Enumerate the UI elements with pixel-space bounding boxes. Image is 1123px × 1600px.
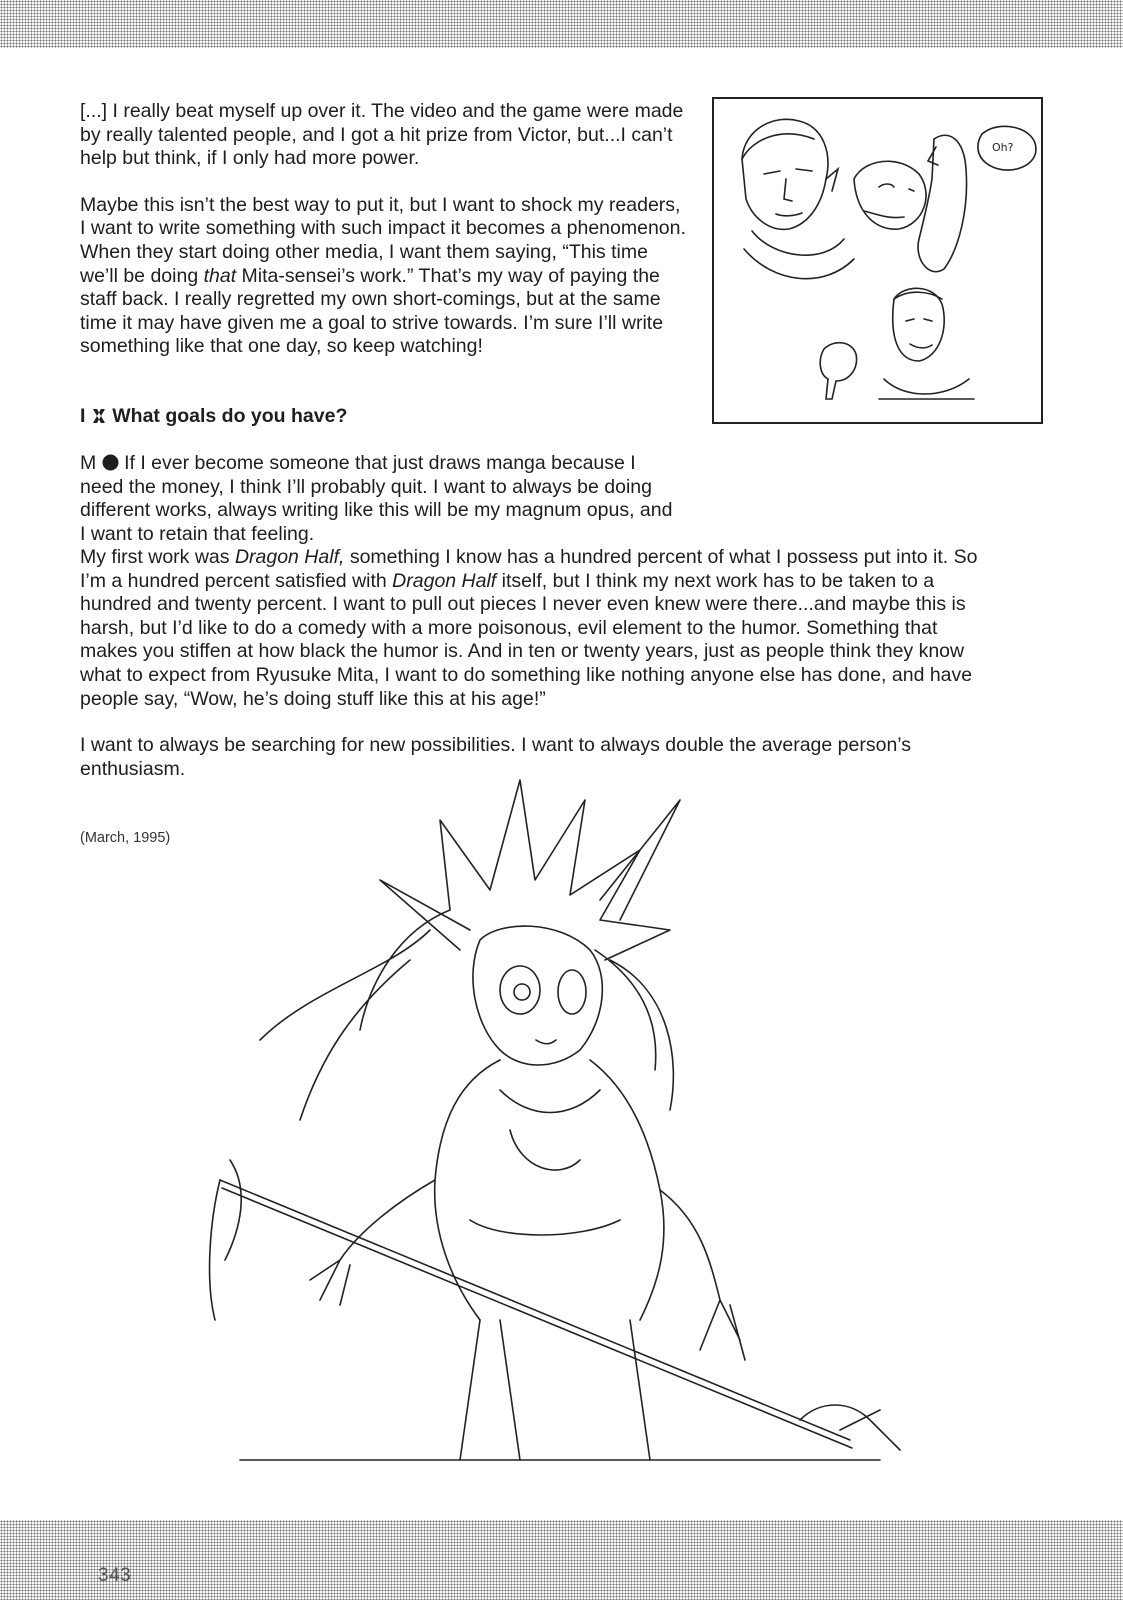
character-sketch-panel bbox=[712, 97, 1043, 424]
answer-paragraphs bbox=[80, 546, 1000, 781]
answer-paragraph-2: My first work was Dragon Half, something I know has a hundred percent of what I possess put into it. So I’m a hundred percent satisfied with Dragon Half itself, but I think my next work has to be taken to a hundred and twenty percent. I want to pull out pieces I never even knew were there...and maybe this is harsh, but I’d like to do a comedy with a more poisonous, evil element to the humor. Something that makes you stiffen at how black the humor is. And in ten or twenty years, just as people think they know what to expect from Ryusuke Mita, I want to do something like nothing anyone else has done, and have people say, “Wow, he’s doing stuff like this at his age!” bbox=[80, 546, 978, 710]
page-number: 343 bbox=[98, 1565, 132, 1586]
answer-paragraph-1: M If I ever become someone that just draws manga because I need the money, I think I’ll probably quit. I want to always be doing different works, always writing like this will be my magnum opus, and I want to retain that feeling. bbox=[80, 452, 673, 545]
speech-bubble-text: Oh? bbox=[992, 141, 1014, 154]
character-sketch-illustration bbox=[714, 99, 1041, 422]
dragon-girl-illustration bbox=[200, 760, 920, 1520]
bottom-halftone-band bbox=[0, 1520, 1123, 1600]
intro-paragraph-1: [...] I really beat myself up over it. The video and the game were made by really talented people, and I got a hit prize from Victor, but...I can’t help but think, if I only had more power. bbox=[80, 100, 684, 170]
answer-paragraph-3: I want to always be searching for new possibilities. I want to always double the average person’s enthusiasm. bbox=[80, 734, 912, 780]
filled-circle-icon bbox=[102, 452, 119, 476]
intro-paragraph-2: Maybe this isn’t the best way to put it, but I want to shock my readers, I want to write something with such impact it becomes a phenomenon. When they start doing other media, I want them saying, “This time we’ll be doing that Mita-sensei’s work.” That’s my way of paying the staff back. I really regretted my own short-comings, but at the same time it may have given me a goal to strive towards. I’m sure I’ll write something like that one day, so keep watching! bbox=[80, 193, 686, 358]
x-mark-icon bbox=[91, 405, 107, 429]
dragon-girl-sketch bbox=[200, 760, 920, 1520]
question-heading: I What goals do you have? bbox=[80, 405, 348, 427]
intro-text-block bbox=[80, 100, 690, 359]
date-note: (March, 1995) bbox=[80, 830, 171, 846]
top-halftone-band bbox=[0, 0, 1123, 48]
